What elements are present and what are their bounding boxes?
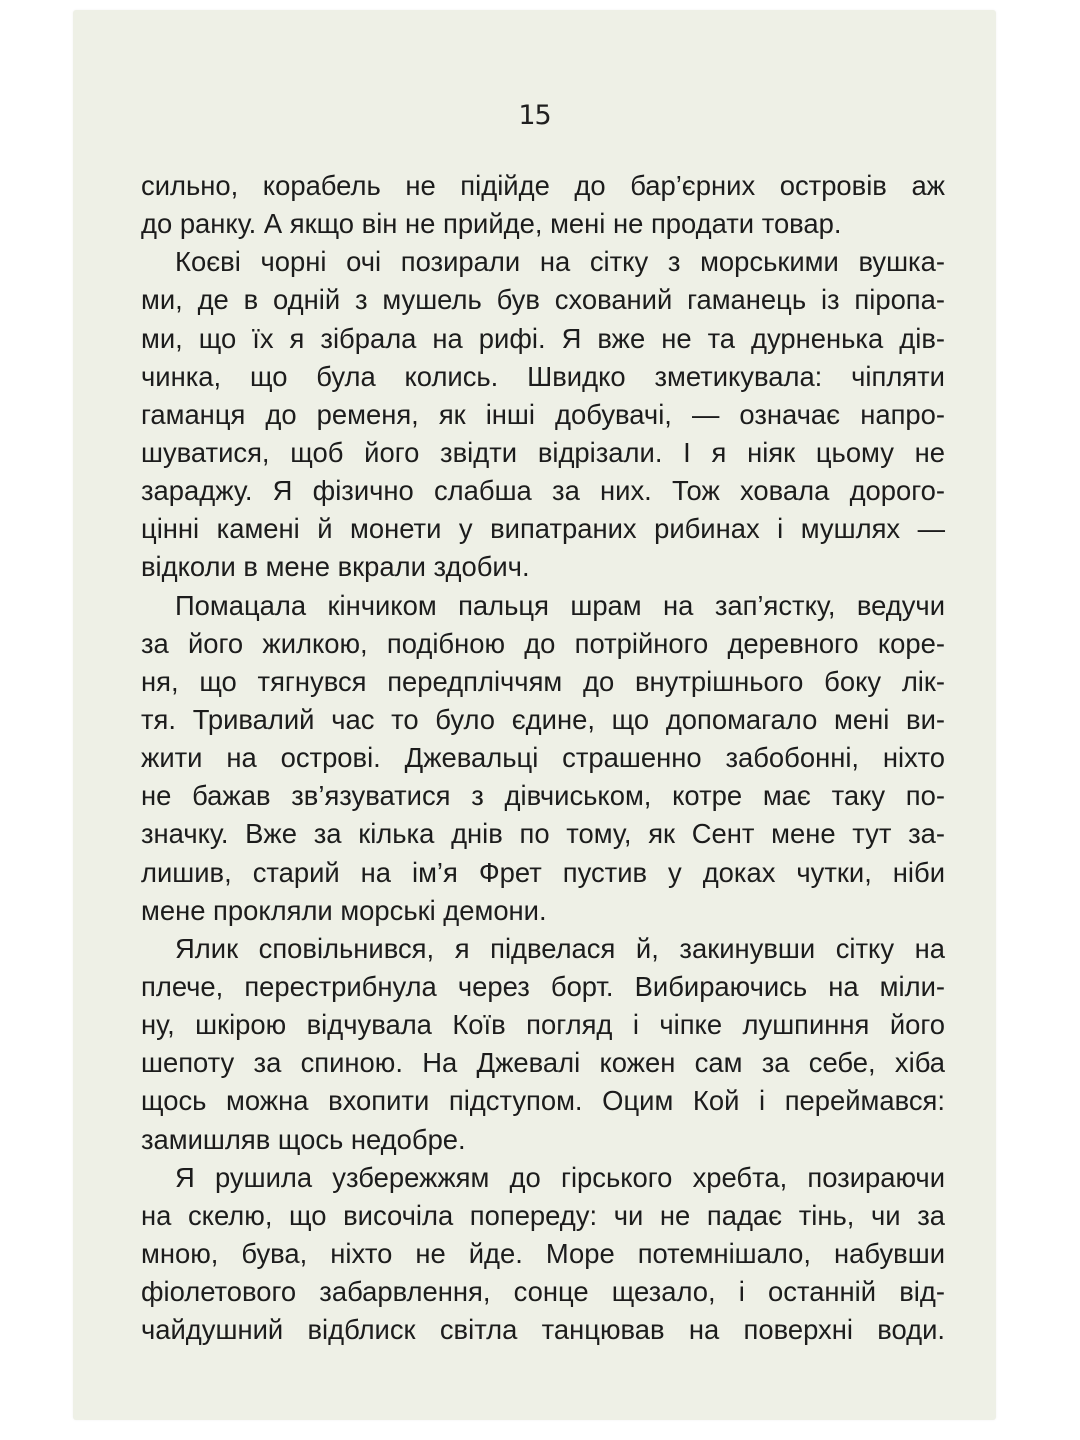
text-line: значку. Вже за кілька днів по тому, як Сент мене тут за- [141, 818, 945, 850]
text-line: чинка, що була колись. Швидко зметикувала: чіпляти [141, 360, 945, 392]
text-line: ну, шкірою відчувала Коїв погляд і чіпке лушпиння його [141, 1009, 945, 1041]
text-line: ми, де в одній з мушель був схований гаманець із піропа- [141, 284, 945, 316]
text-line: Помацала кінчиком пальця шрам на зап’ястку, ведучи [175, 589, 945, 621]
text-line: відколи в мене вкрали здобич. [141, 551, 530, 583]
text-line: сильно, корабель не підійде до бар’єрних островів аж [141, 170, 945, 201]
text-line: цінні камені й монети у випатраних рибинах і мушлях — [141, 513, 945, 545]
body-text [141, 167, 945, 1349]
text-line: на скелю, що височіла попереду: чи не падає тінь, чи за [141, 1199, 945, 1231]
text-line: зараджу. Я фізично слабша за них. Тож ховала дорого- [141, 475, 945, 507]
book-page [73, 10, 996, 1420]
text-line: мене прокляли морські демони. [141, 894, 547, 926]
text-line: плече, перестрибнула через борт. Вибираючись на міли- [141, 970, 945, 1002]
text-line: чайдушний відблиск світла танцював на поверхні води. [141, 1314, 945, 1346]
text-line: до ранку. А якщо він не прийде, мені не продати товар. [141, 208, 842, 240]
text-line: щось можна вхопити підступом. Оцим Кой і переймався: [141, 1085, 945, 1117]
text-line: мною, бува, ніхто не йде. Море потемнішало, набувши [141, 1237, 945, 1269]
text-line: не бажав зв’язуватися з дівчиськом, котре має таку по- [141, 780, 945, 812]
text-line: лишив, старий на ім’я Фрет пустив у доках чутки, ніби [141, 856, 945, 888]
text-line: ми, що їх я зібрала на рифі. Я вже не та дурненька дів- [141, 322, 945, 354]
text-line: шепоту за спиною. На Джевалі кожен сам за себе, хіба [141, 1047, 945, 1079]
text-line: Я рушила узбережжям до гірського хребта, позираючи [175, 1161, 945, 1193]
text-line: Ялик сповільнився, я підвелася й, закинувши сітку на [175, 932, 945, 964]
text-line: жити на острові. Джевальці страшенно забобонні, ніхто [141, 742, 945, 774]
page-number: 15 [518, 100, 551, 131]
text-line: замишляв щось недобре. [141, 1123, 466, 1155]
text-line: тя. Тривалий час то було єдине, що допомагало мені ви- [141, 703, 945, 735]
text-line: фіолетового забарвлення, сонце щезало, і останній від- [141, 1276, 945, 1308]
text-line: гаманця до ременя, як інші добувачі, — означає напро- [141, 398, 945, 430]
text-line: шуватися, щоб його звідти відрізали. І я ніяк цьому не [141, 436, 945, 468]
text-line: ня, що тягнувся передпліччям до внутрішнього боку лік- [141, 665, 945, 697]
text-line: за його жилкою, подібною до потрійного деревного коре- [141, 627, 945, 659]
text-line: Коєві чорні очі позирали на сітку з морськими вушка- [175, 246, 945, 278]
